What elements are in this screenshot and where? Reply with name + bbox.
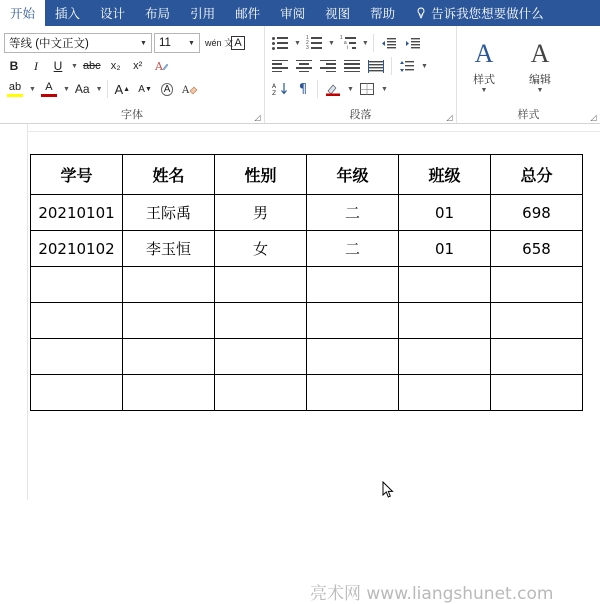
change-case-label: Aa [74, 82, 90, 96]
chevron-down-icon[interactable]: ▼ [188, 39, 195, 47]
table-cell[interactable] [31, 339, 123, 375]
strikethrough-button[interactable] [80, 56, 104, 76]
styles-glyph: A [474, 39, 494, 68]
line-spacing-icon [399, 60, 415, 73]
document-page[interactable] [0, 124, 600, 604]
divider [391, 57, 392, 75]
chevron-down-icon[interactable]: ▼ [294, 39, 301, 47]
chevron-down-icon[interactable]: ▼ [62, 85, 70, 93]
tell-me-label: 告诉我您想要做什么 [431, 7, 544, 21]
styles-group-label: 样式 [517, 109, 540, 121]
tab-help[interactable] [360, 0, 405, 26]
table-row[interactable] [31, 375, 583, 411]
tab-layout[interactable] [135, 0, 180, 26]
chevron-down-icon[interactable]: ▼ [95, 85, 103, 93]
tab-references[interactable] [180, 0, 225, 26]
chevron-down-icon[interactable]: ▼ [71, 62, 78, 70]
tab-home-label: 开始 [10, 7, 36, 21]
lightbulb-icon [415, 7, 427, 19]
font-name-value: 等线 (中文正文) [9, 38, 89, 50]
shrink-font-label: A [138, 83, 145, 95]
table-cell[interactable]: 01 [399, 231, 491, 267]
chevron-down-icon[interactable]: ▼ [361, 39, 369, 47]
bullets-button[interactable] [269, 33, 291, 53]
page-top-edge [0, 124, 600, 132]
multilevel-list-button[interactable] [337, 33, 359, 53]
table-cell[interactable]: 658 [491, 231, 583, 267]
align-center-button[interactable] [293, 56, 315, 76]
tab-home[interactable] [0, 0, 45, 26]
table-cell[interactable] [31, 303, 123, 339]
justify-icon [344, 60, 360, 73]
subscript-button[interactable] [106, 56, 126, 76]
table-cell[interactable]: 01 [399, 195, 491, 231]
text-effects-icon [153, 59, 169, 73]
bold-button[interactable] [4, 56, 24, 76]
align-right-icon [320, 60, 336, 73]
column-header-gender: 性别 [215, 155, 307, 195]
bold-label: B [9, 59, 19, 73]
decrease-indent-icon [381, 37, 397, 50]
table-cell[interactable] [123, 375, 215, 411]
divider [317, 80, 318, 98]
shading-icon [325, 82, 341, 96]
change-case-button[interactable] [72, 79, 93, 99]
paragraph-dialog-launcher[interactable]: ◿ [446, 113, 453, 122]
font-color-swatch [41, 94, 57, 97]
table-cell[interactable] [307, 339, 399, 375]
svg-text:A: A [272, 83, 277, 90]
table-cell[interactable] [491, 303, 583, 339]
paragraph-group-label: 段落 [349, 109, 372, 121]
tab-layout-label: 布局 [145, 7, 171, 21]
ribbon-group-styles [456, 26, 600, 123]
distribute-button[interactable] [365, 56, 387, 76]
eraser-icon [182, 82, 198, 96]
svg-text:Z: Z [272, 90, 277, 96]
phonetic-guide-button[interactable] [202, 33, 234, 53]
tab-references-label: 引用 [190, 7, 216, 21]
character-border-button[interactable] [228, 33, 248, 53]
highlight-color-swatch [7, 94, 23, 97]
table-row[interactable] [31, 195, 583, 231]
align-left-button[interactable] [269, 56, 291, 76]
font-name-combo[interactable] [4, 33, 152, 53]
ribbon [0, 26, 600, 124]
editing-glyph: A [530, 39, 550, 68]
enclose-character-label: A [161, 83, 174, 96]
align-center-icon [296, 60, 312, 73]
styles-dialog-launcher[interactable]: ◿ [590, 113, 597, 122]
italic-label: I [34, 58, 38, 73]
line-spacing-button[interactable] [396, 56, 418, 76]
table-cell[interactable] [215, 303, 307, 339]
divider [107, 80, 108, 98]
multilevel-list-icon: 1 a i [340, 37, 356, 50]
table-cell[interactable]: 男 [215, 195, 307, 231]
column-header-grade: 年级 [307, 155, 399, 195]
table-cell[interactable] [307, 375, 399, 411]
show-formatting-marks-button[interactable] [293, 79, 313, 99]
grow-font-button[interactable]: A ▲ [114, 81, 131, 97]
editing-button[interactable] [517, 32, 563, 98]
strikethrough-label: abc [82, 60, 101, 72]
column-header-total: 总分 [491, 155, 583, 195]
text-effects-button[interactable] [150, 56, 172, 76]
table-cell[interactable] [399, 303, 491, 339]
table-cell[interactable]: 698 [491, 195, 583, 231]
student-table[interactable] [30, 154, 583, 411]
highlight-label: ab [8, 80, 22, 93]
clear-formatting-button[interactable] [179, 79, 201, 99]
svg-text:A: A [182, 85, 190, 96]
chevron-down-icon[interactable]: ▼ [29, 85, 36, 93]
table-cell[interactable] [307, 303, 399, 339]
text-highlight-color-button[interactable] [4, 79, 26, 99]
superscript-label: x² [133, 60, 143, 72]
styles-icon [475, 39, 494, 69]
column-header-name: 姓名 [123, 155, 215, 195]
font-size-combo[interactable] [154, 33, 200, 53]
tab-insert-label: 插入 [55, 7, 81, 21]
tab-design-label: 设计 [100, 7, 126, 21]
bullets-icon [272, 37, 288, 50]
table-cell[interactable] [215, 267, 307, 303]
table-cell[interactable] [307, 267, 399, 303]
tab-view-label: 视图 [325, 7, 351, 21]
tab-mailings-label: 邮件 [235, 7, 261, 21]
table-cell[interactable] [399, 267, 491, 303]
table-cell[interactable] [31, 375, 123, 411]
shrink-font-button[interactable]: A ▼ [138, 83, 152, 95]
decrease-indent-button[interactable] [378, 33, 400, 53]
table-cell[interactable]: 二 [307, 195, 399, 231]
chevron-down-icon[interactable]: ▼ [536, 87, 544, 94]
distribute-icon [368, 60, 384, 73]
subscript-label: x₂ [110, 60, 121, 72]
numbering-button[interactable] [303, 33, 325, 53]
font-dialog-launcher[interactable]: ◿ [254, 113, 261, 122]
table-cell[interactable] [399, 375, 491, 411]
table-cell[interactable] [491, 267, 583, 303]
editing-icon [531, 39, 550, 69]
table-cell[interactable] [123, 339, 215, 375]
sort-icon [272, 82, 288, 96]
table-cell[interactable]: 20210101 [31, 195, 123, 231]
styles-label: 样式 [473, 74, 495, 86]
ribbon-tab-strip [0, 0, 600, 26]
table-cell[interactable]: 王际禹 [123, 195, 215, 231]
borders-button[interactable] [356, 79, 378, 99]
ribbon-group-paragraph [264, 26, 456, 123]
table-cell[interactable]: 20210102 [31, 231, 123, 267]
table-row[interactable] [31, 303, 583, 339]
tab-review-label: 审阅 [280, 7, 306, 21]
chevron-down-icon[interactable]: ▼ [380, 85, 388, 93]
table-cell[interactable] [491, 339, 583, 375]
table-cell[interactable] [123, 267, 215, 303]
table-row[interactable] [31, 339, 583, 375]
font-color-label: A [45, 80, 53, 93]
font-size-value: 11 [159, 37, 171, 49]
chevron-down-icon[interactable]: ▼ [480, 87, 488, 94]
superscript-button[interactable] [128, 56, 148, 76]
svg-text:A: A [154, 60, 163, 73]
table-cell[interactable]: 李玉恒 [123, 231, 215, 267]
character-border-label: A [231, 36, 244, 50]
underline-label: U [53, 59, 63, 73]
justify-button[interactable] [341, 56, 363, 76]
grow-font-label: A [114, 81, 124, 97]
increase-indent-icon [405, 37, 421, 50]
watermark-text: 亮术网 www.liangshunet.com [310, 584, 554, 604]
tell-me-box[interactable] [405, 0, 550, 26]
chevron-down-icon[interactable]: ▼ [140, 39, 147, 47]
table-cell[interactable] [123, 303, 215, 339]
table-cell[interactable] [31, 267, 123, 303]
tab-insert[interactable] [45, 0, 90, 26]
column-header-class: 班级 [399, 155, 491, 195]
table-cell[interactable] [491, 375, 583, 411]
tab-help-label: 帮助 [370, 7, 396, 21]
document-area[interactable] [0, 124, 600, 604]
align-left-icon [272, 60, 288, 73]
chevron-down-icon[interactable]: ▼ [421, 62, 428, 70]
tab-design[interactable] [90, 0, 135, 26]
divider [373, 34, 374, 52]
tab-review[interactable] [270, 0, 315, 26]
table-row[interactable] [31, 231, 583, 267]
increase-indent-button[interactable] [402, 33, 424, 53]
table-cell[interactable]: 女 [215, 231, 307, 267]
table-row[interactable] [31, 267, 583, 303]
table-cell[interactable] [215, 339, 307, 375]
underline-button[interactable] [48, 56, 68, 76]
styles-button[interactable] [461, 32, 507, 98]
column-header-id: 学号 [31, 155, 123, 195]
table-cell[interactable] [399, 339, 491, 375]
shading-button[interactable] [322, 79, 344, 99]
ribbon-group-font [0, 26, 264, 123]
align-right-button[interactable] [317, 56, 339, 76]
chevron-down-icon[interactable]: ▼ [347, 85, 354, 93]
sort-button[interactable] [269, 79, 291, 99]
left-margin-strip [0, 124, 28, 500]
table-cell[interactable]: 二 [307, 231, 399, 267]
table-cell[interactable] [215, 375, 307, 411]
tab-mailings[interactable] [225, 0, 270, 26]
font-color-button[interactable] [38, 79, 60, 99]
chevron-down-icon[interactable]: ▼ [327, 39, 335, 47]
enclose-character-button[interactable] [157, 79, 177, 99]
tab-view[interactable] [315, 0, 360, 26]
phonetic-guide-label: wén 文 [205, 37, 234, 48]
italic-button[interactable] [26, 56, 46, 76]
mouse-cursor-icon [382, 481, 394, 499]
pilcrow-icon: ¶ [298, 81, 308, 97]
table-header-row [31, 155, 583, 195]
numbering-icon: 1 2 3 [306, 37, 322, 50]
borders-icon [359, 82, 375, 96]
editing-label: 编辑 [529, 74, 551, 86]
font-group-label: 字体 [121, 109, 143, 121]
